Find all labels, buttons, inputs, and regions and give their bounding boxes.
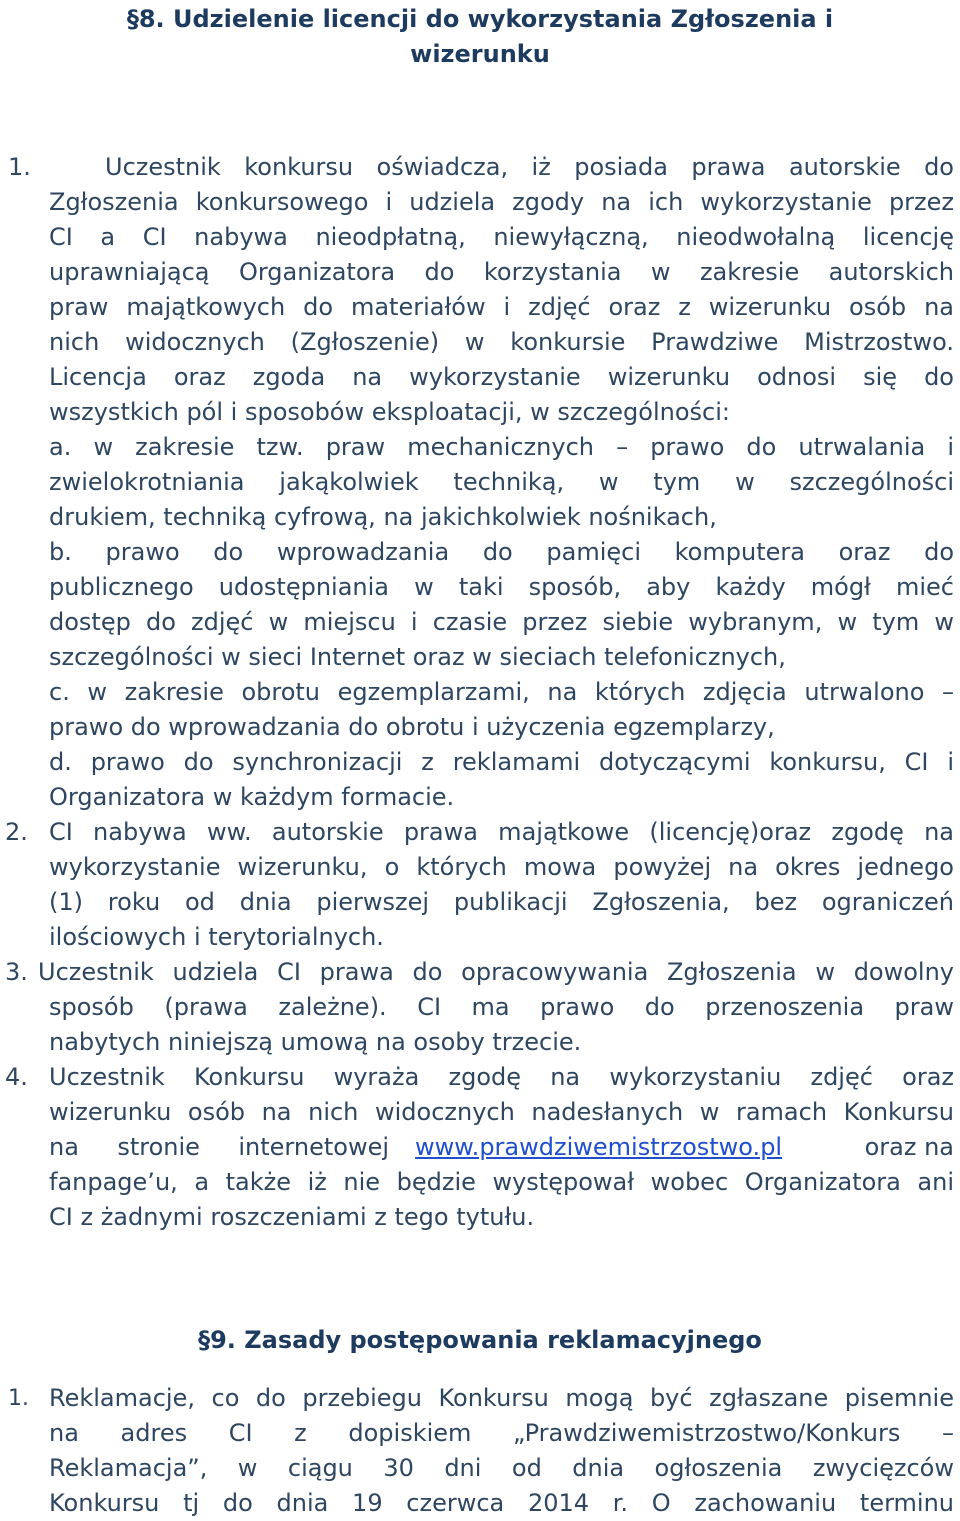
link-line-before: na stronie internetowej — [49, 1133, 389, 1161]
paragraph-line: nich widocznych (Zgłoszenie) w konkursie Prawdziwe Mistrzostwo. — [49, 328, 954, 356]
paragraph-line: Konkursu tj do dnia 19 czerwca 2014 r. O zachowaniu terminu — [49, 1489, 954, 1517]
paragraph-line: szczególności w sieci Internet oraz w sieciach telefonicznych, — [49, 643, 786, 671]
paragraph-line: Reklamacje, co do przebiegu Konkursu mogą być zgłaszane pisemnie — [49, 1384, 954, 1412]
list-item-d: d. prawo do synchronizacji z reklamami dotyczącymi konkursu, CI i — [49, 748, 954, 776]
paragraph-line: Licencja oraz zgoda na wykorzystanie wizerunku odnosi się do — [49, 363, 954, 391]
paragraph-line: Uczestnik konkursu oświadcza, iż posiada prawa autorskie do — [105, 153, 954, 181]
website-link[interactable]: www.prawdziwemistrzostwo.pl — [415, 1133, 783, 1161]
paragraph-number: 1. — [8, 153, 31, 181]
list-item-a: a. w zakresie tzw. praw mechanicznych – prawo do utrwalania i — [49, 433, 954, 461]
link-line-after: oraz na — [864, 1133, 954, 1161]
paragraph-line: CI nabywa ww. autorskie prawa majątkowe (licencję)oraz zgodę na — [49, 818, 954, 846]
paragraph-line: CI a CI nabywa nieodpłatną, niewyłączną, nieodwołalną licencję — [49, 223, 954, 251]
paragraph-number: 1. — [8, 1386, 29, 1411]
section-8-title — [0, 2, 960, 72]
list-item-b: b. prawo do wprowadzania do pamięci komputera oraz do — [49, 538, 954, 566]
paragraph-line: Uczestnik udziela CI prawa do opracowywania Zgłoszenia w dowolny — [38, 958, 954, 986]
paragraph-line-with-link — [49, 1130, 954, 1165]
paragraph-line: Zgłoszenia konkursowego i udziela zgody na ich wykorzystanie przez — [49, 188, 954, 216]
paragraph-line: Uczestnik Konkursu wyraża zgodę na wykorzystaniu zdjęć oraz — [49, 1063, 954, 1091]
section-9-title: §9. Zasady postępowania reklamacyjnego — [198, 1326, 762, 1354]
paragraph-line: Organizatora w każdym formacie. — [49, 783, 455, 811]
paragraph-line: wizerunku osób na nich widocznych nadesłanych w ramach Konkursu — [49, 1098, 954, 1126]
section-8-title-line-1: §8. Udzielenie licencji do wykorzystania Zgłoszenia i — [126, 5, 834, 33]
paragraph-number: 4. — [5, 1063, 28, 1091]
paragraph-line: Reklamacja”, w ciągu 30 dni od dnia ogłoszenia zwycięzców — [49, 1454, 954, 1482]
paragraph-number: 2. — [5, 818, 28, 846]
paragraph-line: wykorzystanie wizerunku, o których mowa powyżej na okres jednego — [49, 853, 954, 881]
paragraph-number: 3. — [5, 958, 28, 986]
paragraph-line: drukiem, techniką cyfrową, na jakichkolwiek nośnikach, — [49, 503, 717, 531]
paragraph-line: sposób (prawa zależne). CI ma prawo do przenoszenia praw — [49, 993, 954, 1021]
paragraph-line: ilościowych i terytorialnych. — [49, 923, 384, 951]
paragraph-line: praw majątkowych do materiałów i zdjęć oraz z wizerunku osób na — [49, 293, 954, 321]
paragraph-line: CI z żadnymi roszczeniami z tego tytułu. — [49, 1203, 535, 1231]
paragraph-line: publicznego udostępniania w taki sposób, aby każdy mógł mieć — [49, 573, 954, 601]
paragraph-line: fanpage’u, a także iż nie będzie występował wobec Organizatora ani — [49, 1168, 954, 1196]
paragraph-line: prawo do wprowadzania do obrotu i użyczenia egzemplarzy, — [49, 713, 775, 741]
paragraph-line: nabytych niniejszą umową na osoby trzecie. — [49, 1028, 582, 1056]
paragraph-line: zwielokrotniania jakąkolwiek techniką, w tym w szczególności — [49, 468, 954, 496]
list-item-c: c. w zakresie obrotu egzemplarzami, na których zdjęcia utrwalono – — [49, 678, 954, 706]
paragraph-line: wszystkich pól i sposobów eksploatacji, w szczególności: — [49, 398, 730, 426]
section-8-title-line-2: wizerunku — [410, 40, 550, 68]
paragraph-line: uprawniającą Organizatora do korzystania w zakresie autorskich — [49, 258, 954, 286]
paragraph-line: (1) roku od dnia pierwszej publikacji Zgłoszenia, bez ograniczeń — [49, 888, 954, 916]
paragraph-line: na adres CI z dopiskiem „Prawdziwemistrzostwo/Konkurs – — [49, 1419, 954, 1447]
paragraph-line: dostęp do zdjęć w miejscu i czasie przez siebie wybranym, w tym w — [49, 608, 954, 636]
